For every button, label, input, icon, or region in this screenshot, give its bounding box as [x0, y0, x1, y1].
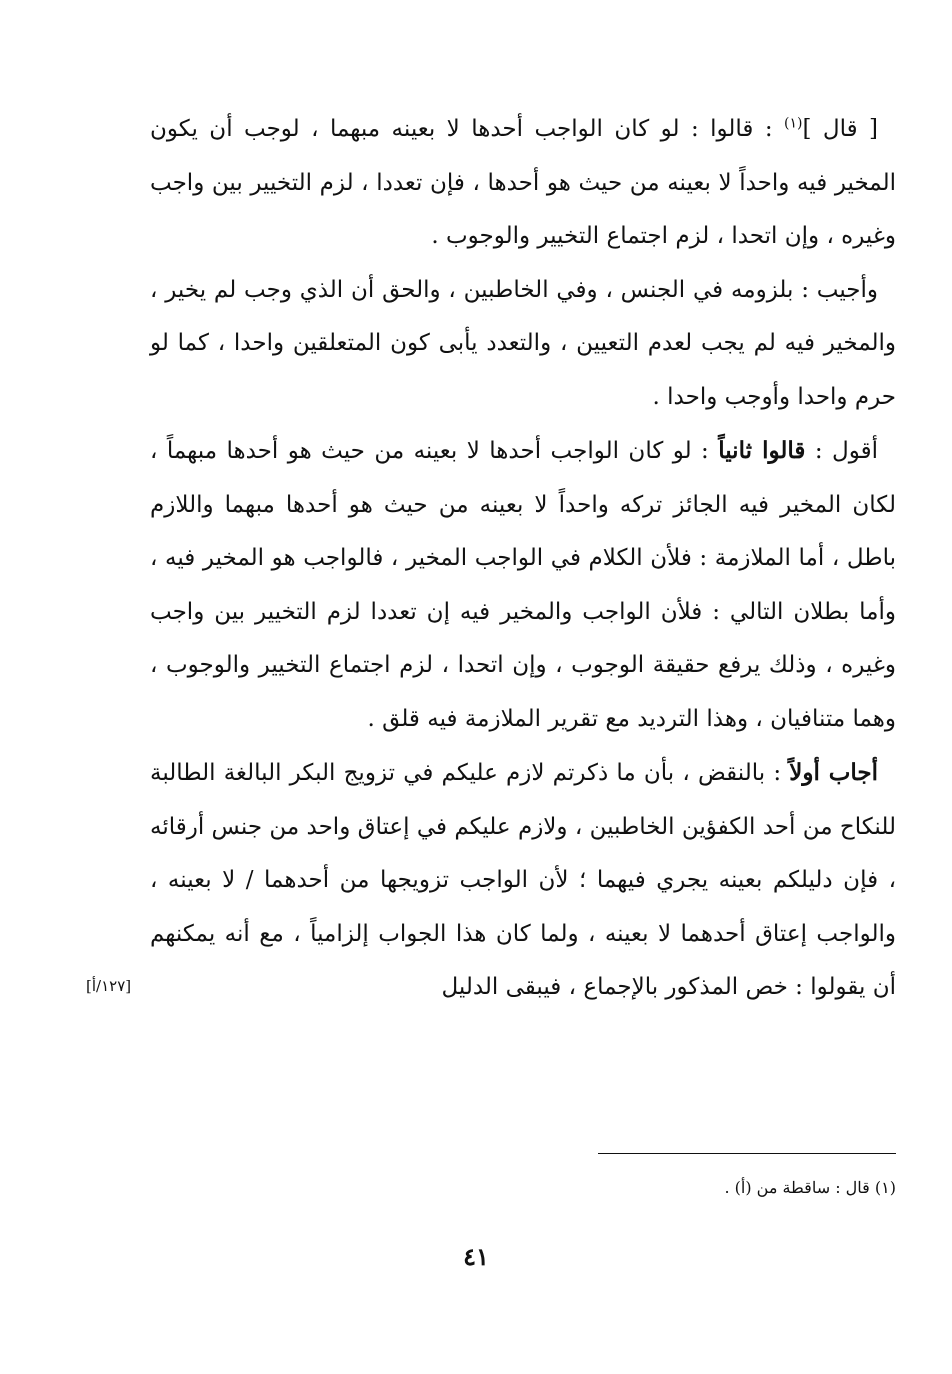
main-text: [150, 103, 896, 1015]
paragraph-3-lead: قالوا ثانياً: [718, 437, 806, 464]
paragraph-2-text: وأجيب : بلزومه في الجنس ، وفي الخاطبين ، والحق أن الذي وجب لم يخير ، والمخير فيه لم يجب لعدم التعيين ، والتعدد يأبى كون المتعلقين واحدا ، كما لو حرم واحدا وأوجب واحدا .: [150, 276, 896, 410]
paragraph-3-label: أقول :: [805, 438, 878, 464]
paragraph-4-text: : بالنقض ، بأن ما ذكرتم لازم عليكم في تزويج البكر البالغة الطالبة للنكاح من أحد الكفؤين الخاطبين ، ولازم عليكم في إعتاق واحد من جنس أرقائه ، فإن دليلكم بعينه يجري فيهما ؛ لأن الواجب تزويجها من أحدهما / لا بعينه ، والواجب إعتاق أحدهما لا بعينه ، ولما كان هذا الجواب إلزامياً ، مع أنه يمكنهم أن يقولوا : خص المذكور بالإجماع ، فيبقى الدليل: [150, 760, 896, 1000]
page-number: ٤١: [463, 1242, 489, 1271]
paragraph-3-text: : لو كان الواجب أحدها لا بعينه من حيث هو أحدها مبهماً ، لكان المخير فيه الجائز تركه واحداً لا بعينه من حيث هو أحدها مبهما واللازم باطل ، أما الملازمة : فلأن الكلام في الواجب المخير ، فالواجب هو المخير فيه ، وأما بطلان التالي : فلأن الواجب والمخير فيه إن تعددا لزم التخيير بين واجب وغيره ، وذلك يرفع حقيقة الوجوب ، وإن اتحدا ، لزم اجتماع التخيير والوجوب ، وهما متنافيان ، وهذا الترديد مع تقرير الملازمة فيه قلق .: [150, 438, 896, 732]
paragraph-1-text: : قالوا : لو كان الواجب أحدها لا بعينه مبهما ، لوجب أن يكون المخير فيه واحداً لا بعينه من حيث هو أحدها ، فإن تعددا ، لزم التخيير بين واجب وغيره ، وإن اتحدا ، لزم اجتماع التخيير والوجوب .: [150, 116, 896, 249]
footnote-divider: [598, 1153, 896, 1154]
manuscript-folio-reference: [١٢٧/أ]: [86, 977, 132, 995]
paragraph-4: [150, 746, 896, 1015]
paragraph-4-lead: أجاب أولاً: [789, 759, 879, 786]
paragraph-1: [150, 103, 896, 264]
paragraph-2: [150, 264, 896, 425]
footnote-marker: (١): [784, 115, 803, 132]
paragraph-3: [150, 424, 896, 746]
paragraph-1-lead: [ قال ]: [802, 116, 878, 142]
footnote: (١) قال : ساقطة من (أ) .: [724, 1178, 896, 1197]
